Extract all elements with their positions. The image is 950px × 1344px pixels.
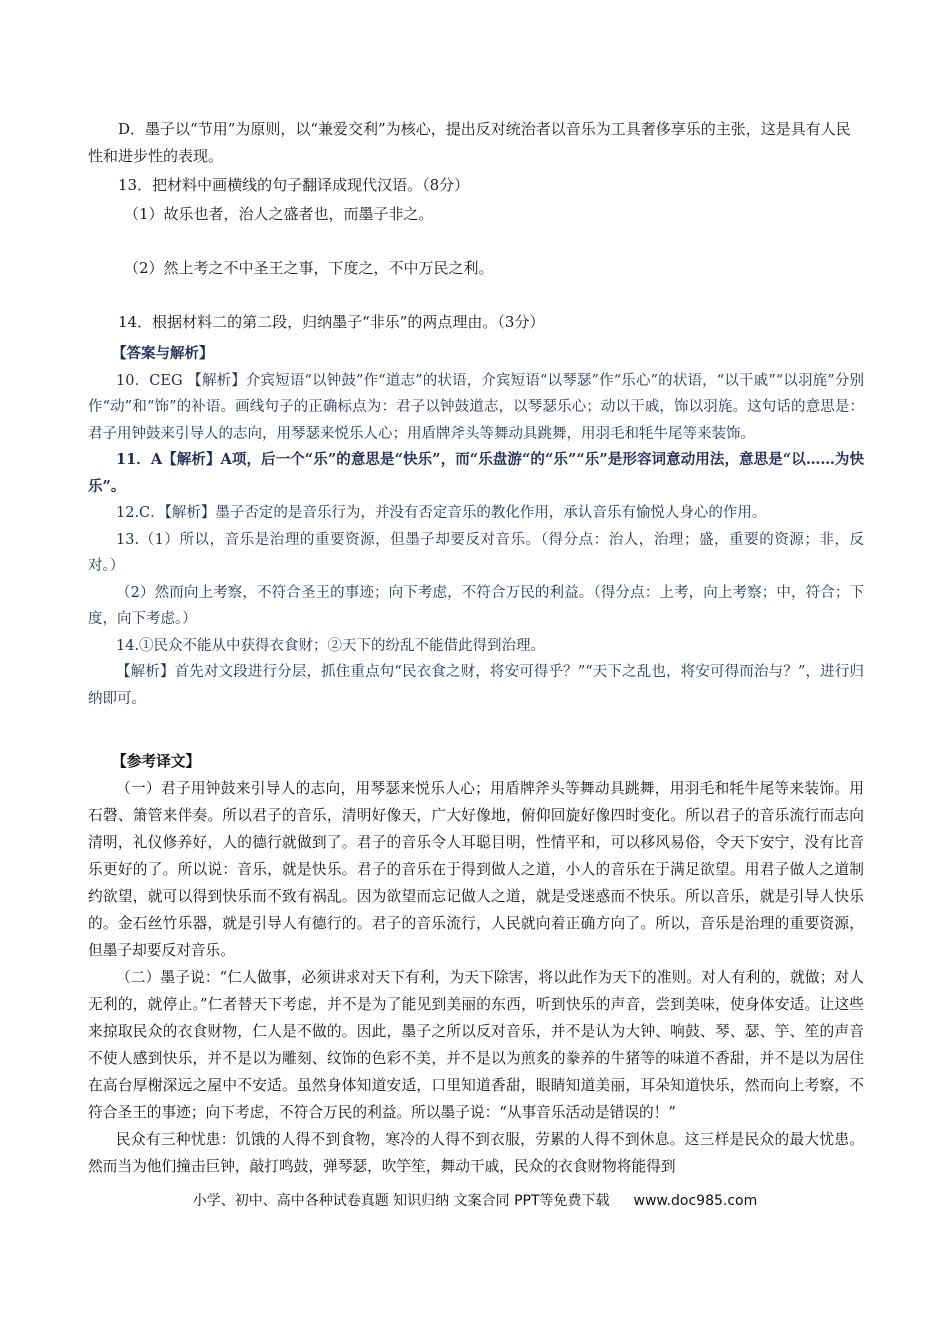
answers-heading: 【答案与解析】 xyxy=(112,345,214,362)
answer-13-part-2: （2）然而向上考察，不符合圣王的事迹；向下考虑，不符合万民的利益。（得分点：上考，向上考察；中，符合；下度，向下考虑。） xyxy=(88,584,864,627)
translation-heading: 【参考译文】 xyxy=(112,753,201,770)
footer-url[interactable]: www.doc985.com xyxy=(633,1193,758,1209)
question-13: 13．把材料中画横线的句子翻译成现代汉语。（8分） xyxy=(118,176,470,194)
translation-paragraph-1: （一）君子用钟鼓来引导人的志向，用琴瑟来悦乐人心；用盾牌斧头等舞动具跳舞，用羽毛和牦牛尾等来装饰。用石磬、箫管来伴奏。所以君子的音乐，清明好像天，广大好像地，俯仰回旋好像四时变化。所以君子的音乐流行而志向清明，礼仪修养好，人的德行就做到了。君子的音乐令人耳聪目明，性情平和，可以移风易俗，令天下安宁，没有比音乐更好的了。所以说：音乐，就是快乐。君子的音乐在于得到做人之道，小人的音乐在于满足欲望。用君子做人之道制约欲望，就可以得到快乐而不致有祸乱。因为欲望而忘记做人之道，就是受迷惑而不快乐。所以音乐，就是引导人快乐的。金石丝竹乐器，就是引导人有德行的。君子的音乐流行，人民就向着正确方向了。所以，音乐是治理的重要资源，但墨子却要反对音乐。 xyxy=(88,780,864,959)
answer-11: 11．A【解析】A项，后一个“乐”的意思是“快乐”，而“乐盘游“的“乐”“乐”是形容词意动用法，意思是“以……为快乐”。 xyxy=(88,451,864,495)
translation-paragraph-3: 民众有三种忧患：饥饿的人得不到食物，寒冷的人得不到衣服，劳累的人得不到休息。这三样是民众的最大忧患。然而当为他们撞击巨钟，敲打鸣鼓，弹琴瑟，吹竽笙，舞动干戚，民众的衣食财物将能得到 xyxy=(88,1131,864,1175)
question-14: 14．根据材料二的第二段，归纳墨子“非乐”的两点理由。（3分） xyxy=(118,313,545,331)
question-13-part-2: （2）然上考之不中圣王之事，下度之，不中万民之利。 xyxy=(124,259,494,277)
translation-section xyxy=(88,748,864,1180)
page-footer xyxy=(0,1190,950,1210)
footer-text: 小学、初中、高中各种试卷真题 知识归纳 文案合同 PPT等免费下载 xyxy=(192,1193,610,1209)
question-13-part-1: （1）故乐也者，治人之盛者也，而墨子非之。 xyxy=(124,205,434,223)
answers-section xyxy=(88,341,864,712)
answer-10: 10．CEG 【解析】介宾短语“以钟鼓”作“道志”的状语，介宾短语“以琴瑟”作“乐心”的状语，“以干戚”“以羽旄”分别作“动”和“饰”的补语。画线句子的正确标点为：君子以钟鼓道志，以琴瑟乐心；动以干戚，饰以羽旄。这句话的意思是：君子用钟鼓来引导人的志向，用琴瑟来悦乐人心；用盾牌斧头等舞动具跳舞，用羽毛和牦牛尾等来装饰。 xyxy=(88,372,864,442)
translation-paragraph-2: （二）墨子说：“仁人做事，必须讲求对天下有利，为天下除害，将以此作为天下的准则。对人有利的，就做；对人无利的，就停止。”仁者替天下考虑，并不是为了能见到美丽的东西，听到快乐的声音，尝到美味，使身体安适。让这些来掠取民众的衣食财物，仁人是不做的。因此，墨子之所以反对音乐，并不是认为大钟、响鼓、琴、瑟、竽、笙的声音不使人感到快乐，并不是以为雕刻、纹饰的色彩不美，并不是以为煎炙的豢养的牛猪等的味道不香甜，并不是以为居住在高台厚榭深远之屋中不安适。虽然身体知道安适，口里知道香甜，眼睛知道美丽，耳朵知道快乐，然而向上考察，不符合圣王的事迹；向下考虑，不符合万民的利益。所以墨子说：“从事音乐活动是错误的！” xyxy=(88,969,864,1121)
answer-14-analysis: 【解析】首先对文段进行分层，抓住重点句“民衣食之财，将安可得乎？”“天下之乱也，将安可得而治与？”，进行归纳即可。 xyxy=(88,664,864,707)
answer-14: 14.①民众不能从中获得衣食财；②天下的纷乱不能借此得到治理。 xyxy=(116,637,546,654)
answer-13-part-1: 13.（1）所以，音乐是治理的重要资源，但墨子却要反对音乐。（得分点：治人，治理；盛，重要的资源；非，反对。） xyxy=(88,531,864,574)
option-d: D．墨子以“节用”为原则，以“兼爱交利”为核心，提出反对统治者以音乐为工具奢侈享乐的主张，这是具有人民性和进步性的表现。 xyxy=(88,120,851,165)
questions-section xyxy=(88,116,864,336)
answer-12: 12.C．【解析】墨子否定的是音乐行为，并没有否定音乐的教化作用，承认音乐有愉悦人身心的作用。 xyxy=(116,505,767,521)
